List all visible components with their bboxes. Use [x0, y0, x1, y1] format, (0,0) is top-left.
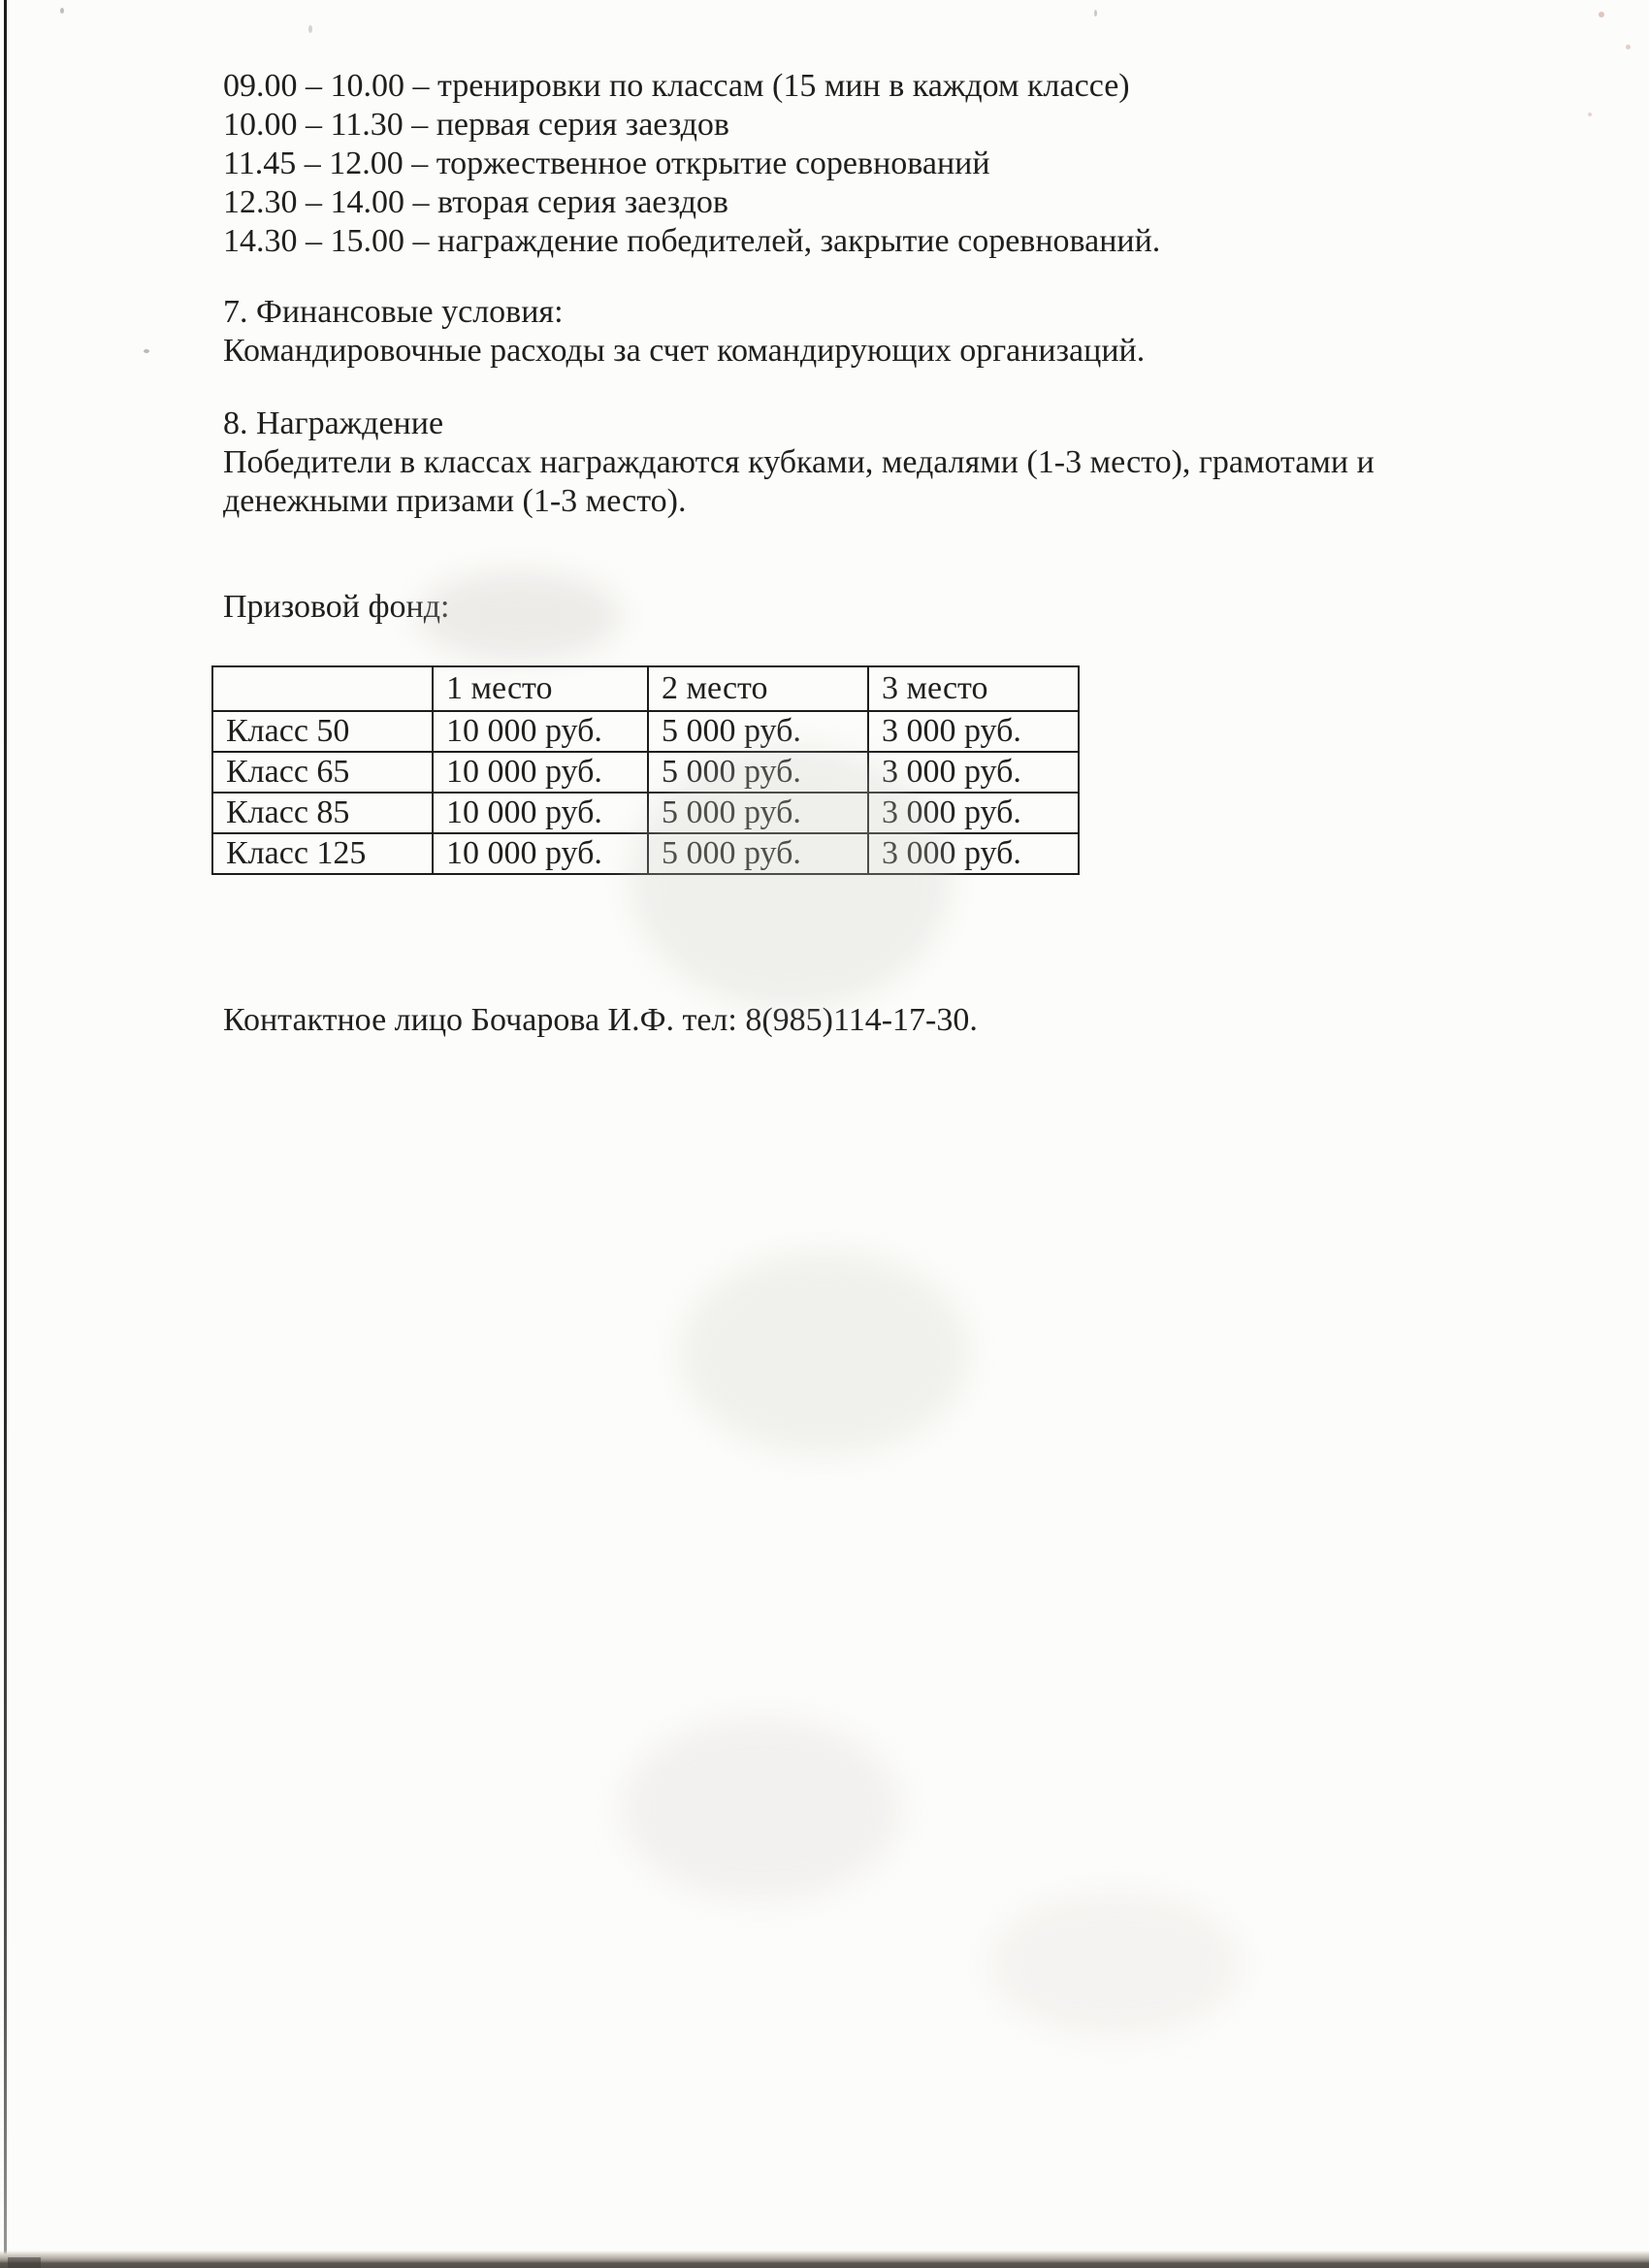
- schedule-line: 11.45 – 12.00 – торжественное открытие соревнований: [223, 146, 990, 181]
- section-financial-terms: [223, 293, 1145, 371]
- scanner-edge-line: [4, 0, 7, 2268]
- table-header-row: [212, 666, 1079, 711]
- table-header-cell-place2: 2 место: [648, 666, 868, 711]
- table-cell-prize: 3 000 руб.: [868, 793, 1079, 833]
- table-cell-prize: 5 000 руб.: [648, 752, 868, 793]
- scan-smudge: [679, 1251, 970, 1455]
- scan-speck: [308, 25, 312, 33]
- scan-smudge: [417, 572, 621, 660]
- table-header-cell-empty: [212, 666, 433, 711]
- table-header-cell-place1: 1 место: [433, 666, 648, 711]
- scanner-bottom-band-cap: [8, 2257, 41, 2268]
- table-cell-prize: 10 000 руб.: [433, 711, 648, 752]
- table-cell-prize: 10 000 руб.: [433, 833, 648, 874]
- scan-smudge: [989, 1892, 1242, 2037]
- table-cell-prize: 3 000 руб.: [868, 752, 1079, 793]
- scan-speck: [1626, 45, 1631, 49]
- section-awards-title: 8. Награждение: [223, 405, 444, 441]
- table-cell-prize: 3 000 руб.: [868, 833, 1079, 874]
- table-cell-class: Класс 125: [212, 833, 433, 874]
- scan-speck: [1094, 10, 1097, 16]
- table-row: [212, 711, 1079, 752]
- schedule-line: 09.00 – 10.00 – тренировки по классам (15 мин в каждом классе): [223, 68, 1130, 104]
- scan-smudge: [630, 747, 951, 1009]
- table-cell-class: Класс 65: [212, 752, 433, 793]
- table-cell-class: Класс 50: [212, 711, 433, 752]
- table-cell-prize: 10 000 руб.: [433, 752, 648, 793]
- table-cell-prize: 3 000 руб.: [868, 711, 1079, 752]
- schedule-line: 10.00 – 11.30 – первая серия заездов: [223, 107, 729, 143]
- section-financial-body: Командировочные расходы за счет командирующих организаций.: [223, 333, 1146, 369]
- scan-speck: [60, 8, 64, 14]
- prize-fund-label: Призовой фонд:: [223, 589, 450, 625]
- contact-line: Контактное лицо Бочарова И.Ф. тел: 8(985)114-17-30.: [223, 1002, 978, 1038]
- schedule-line: 14.30 – 15.00 – награждение победителей, закрытие соревнований.: [223, 223, 1161, 259]
- scan-speck: [144, 349, 149, 353]
- table-header-cell-place3: 3 место: [868, 666, 1079, 711]
- table-cell-class: Класс 85: [212, 793, 433, 833]
- scan-smudge: [621, 1717, 902, 1901]
- table-cell-prize: 5 000 руб.: [648, 833, 868, 874]
- section-awards-body-line: денежными призами (1-3 место).: [223, 483, 687, 519]
- scan-speck: [1599, 12, 1604, 17]
- schedule-line: 12.30 – 14.00 – вторая серия заездов: [223, 184, 728, 220]
- section-awards: [223, 405, 1374, 521]
- table-row: [212, 752, 1079, 793]
- schedule-list: [223, 67, 1160, 261]
- scanner-bottom-band: [0, 2251, 1649, 2268]
- table-cell-prize: 5 000 руб.: [648, 793, 868, 833]
- section-financial-title: 7. Финансовые условия:: [223, 294, 564, 330]
- table-cell-prize: 10 000 руб.: [433, 793, 648, 833]
- scan-speck: [1588, 113, 1592, 116]
- table-cell-prize: 5 000 руб.: [648, 711, 868, 752]
- section-awards-body-line: Победители в классах награждаются кубками, медалями (1-3 место), грамотами и: [223, 444, 1374, 480]
